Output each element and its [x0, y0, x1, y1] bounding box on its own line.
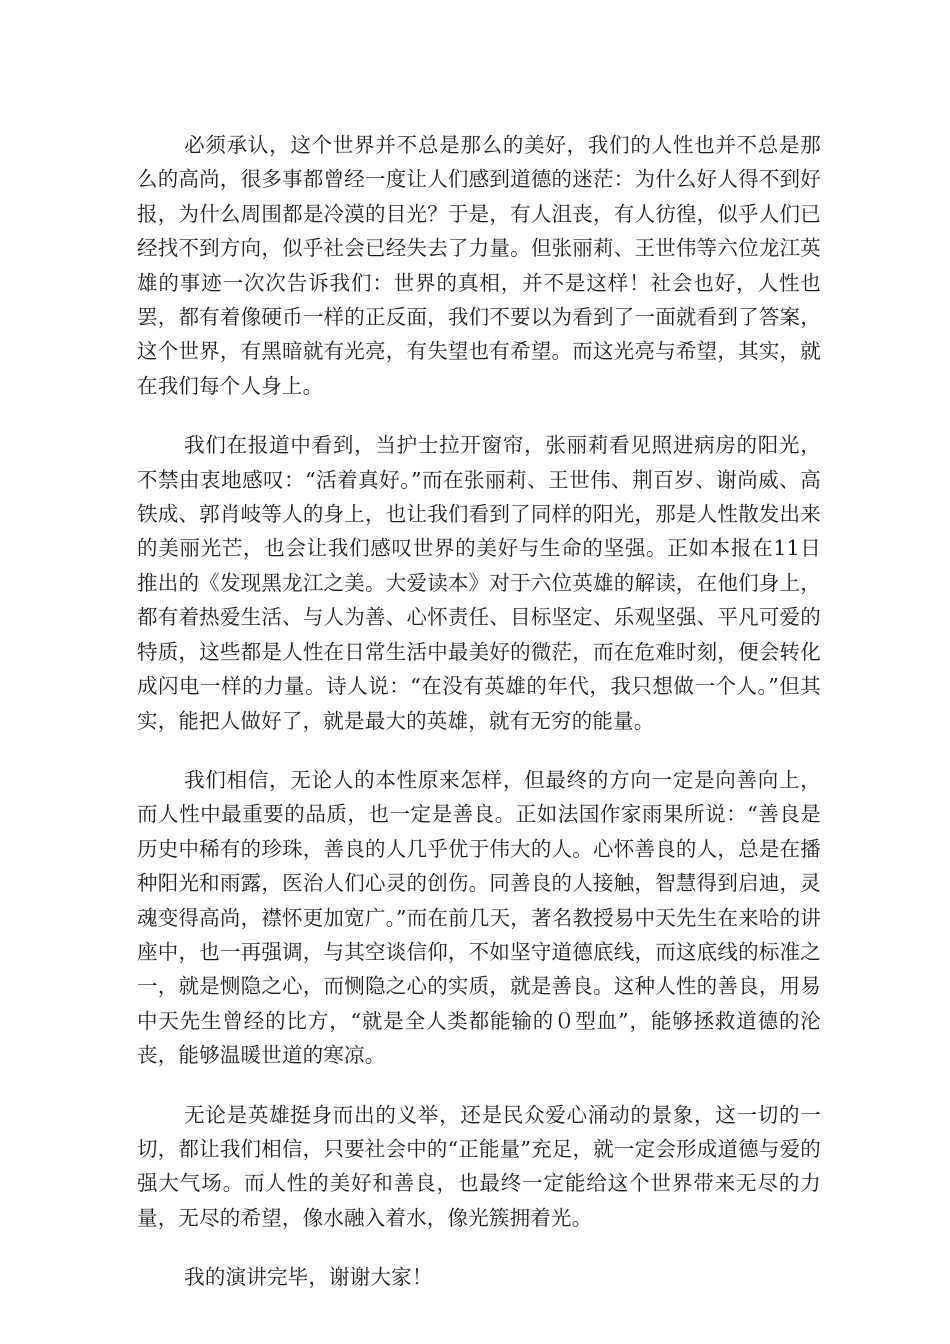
paragraph-2: 我们在报道中看到，当护士拉开窗帘，张丽莉看见照进病房的阳光，不禁由衷地感叹：“活着真好。”而在张丽莉、王世伟、荆百岁、谢尚威、高铁成、郭肖岐等人的身上，也让我们看到了同样的阳光，那是人性散发出来的美丽光芒，也会让我们感叹世界的美好与生命的坚强。正如本报在11日推出的《发现黑龙江之美。大爱读本》对于六位英雄的解读，在他们身上，都有着热爱生活、与人为善、心怀责任、目标坚定、乐观坚强、平凡可爱的特质，这些都是人性在日常生活中最美好的微茫，而在危难时刻，便会转化成闪电一样的力量。诗人说：“在没有英雄的年代，我只想做一个人。”但其实，能把人做好了，就是最大的英雄，就有无穷的能量。 [137, 433, 821, 733]
paragraph-1: 必须承认，这个世界并不总是那么的美好，我们的人性也并不总是那么的高尚，很多事都曾经一度让人们感到道德的迷茫：为什么好人得不到好报，为什么周围都是冷漠的目光？于是，有人沮丧，有人彷徨，似乎人们已经找不到方向，似乎社会已经失去了力量。但张丽莉、王世伟等六位龙江英雄的事迹一次次告诉我们：世界的真相，并不是这样！社会也好，人性也罢，都有着像硬币一样的正反面，我们不要以为看到了一面就看到了答案，这个世界，有黑暗就有光亮，有失望也有希望。而这光亮与希望，其实，就在我们每个人身上。 [137, 133, 821, 398]
paragraph-4: 无论是英雄挺身而出的义举，还是民众爱心涌动的景象，这一切的一切，都让我们相信，只要社会中的“正能量”充足，就一定会形成道德与爱的强大气场。而人性的美好和善良，也最终一定能给这个世界带来无尽的力量，无尽的希望，像水融入着水，像光簇拥着光。 [137, 1102, 821, 1230]
paragraph-3: 我们相信，无论人的本性原来怎样，但最终的方向一定是向善向上，而人性中最重要的品质，也一定是善良。正如法国作家雨果所说：“善良是历史中稀有的珍珠，善良的人几乎优于伟大的人。心怀善良的人，总是在播种阳光和雨露，医治人们心灵的创伤。同善良的人接触，智慧得到启迪，灵魂变得高尚，襟怀更加宽广。”而在前几天，著名教授易中天先生在来哈的讲座中，也一再强调，与其空谈信仰，不如坚守道德底线，而这底线的标准之一，就是恻隐之心，而恻隐之心的实质，就是善良。这种人性的善良，用易中天先生曾经的比方，“就是全人类都能输的０型血”，能够拯救道德的沦丧，能够温暖世道的寒凉。 [137, 767, 821, 1068]
speech-body [137, 128, 821, 1320]
closing-line: 我的演讲完毕，谢谢大家！ [184, 1265, 433, 1290]
